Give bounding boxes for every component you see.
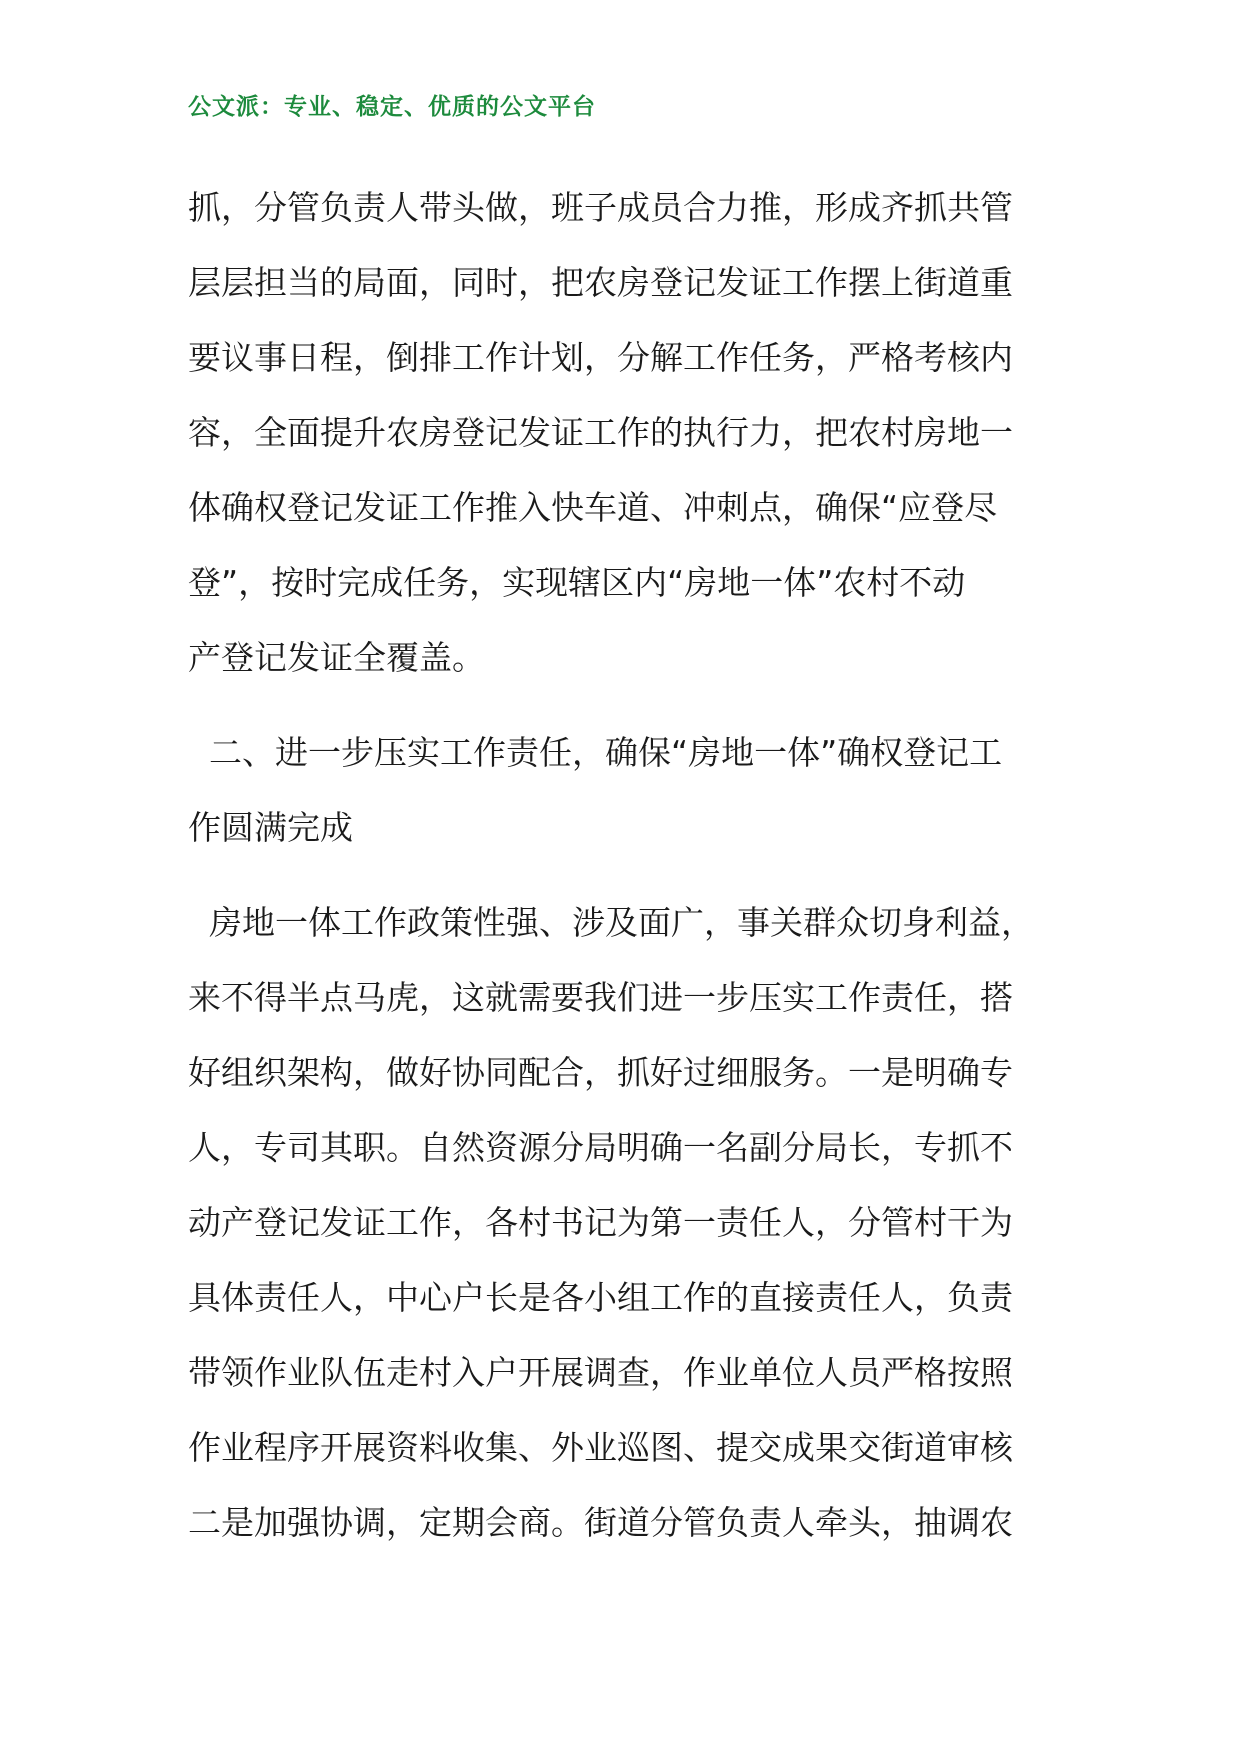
- paragraph-spacer: [188, 695, 1068, 715]
- text-line: 人，专司其职。自然资源分局明确一名副分局长，专抓不: [188, 1128, 1013, 1167]
- paragraph-spacer: [188, 865, 1068, 885]
- section-heading: [188, 715, 1068, 865]
- text-line: 动产登记发证工作，各村书记为第一责任人，分管村干为: [188, 1203, 1013, 1242]
- text-line: 来不得半点马虎，这就需要我们进一步压实工作责任，搭: [188, 978, 1013, 1017]
- text-line: 二是加强协调，定期会商。街道分管负责人牵头，抽调农: [188, 1503, 1013, 1542]
- paragraph-3: [188, 885, 1068, 1560]
- text-line: 产登记发证全覆盖。: [188, 638, 485, 677]
- document-body: [188, 170, 1068, 1560]
- document-header: 公文派：专业、稳定、优质的公文平台: [188, 94, 596, 120]
- text-line: 好组织架构，做好协同配合，抓好过细服务。一是明确专: [188, 1053, 1013, 1092]
- text-line: 抓，分管负责人带头做，班子成员合力推，形成齐抓共管: [188, 188, 1013, 227]
- text-line: 登”，按时完成任务，实现辖区内“房地一体”农村不动: [188, 563, 966, 602]
- heading-line: 作圆满完成: [188, 808, 353, 847]
- text-line: 层层担当的局面，同时，把农房登记发证工作摆上街道重: [188, 263, 1013, 302]
- text-line: 房地一体工作政策性强、涉及面广，事关群众切身利益，: [188, 903, 1034, 942]
- text-line: 具体责任人，中心户长是各小组工作的直接责任人，负责: [188, 1278, 1013, 1317]
- text-line: 带领作业队伍走村入户开展调查，作业单位人员严格按照: [188, 1353, 1013, 1392]
- text-line: 作业程序开展资料收集、外业巡图、提交成果交街道审核: [188, 1428, 1013, 1467]
- text-line: 体确权登记发证工作推入快车道、冲刺点，确保“应登尽: [188, 488, 998, 527]
- heading-line: 二、进一步压实工作责任，确保“房地一体”确权登记工: [188, 733, 1003, 772]
- text-line: 要议事日程，倒排工作计划，分解工作任务，严格考核内: [188, 338, 1013, 377]
- text-line: 容，全面提升农房登记发证工作的执行力，把农村房地一: [188, 413, 1013, 452]
- paragraph-1: [188, 170, 1068, 695]
